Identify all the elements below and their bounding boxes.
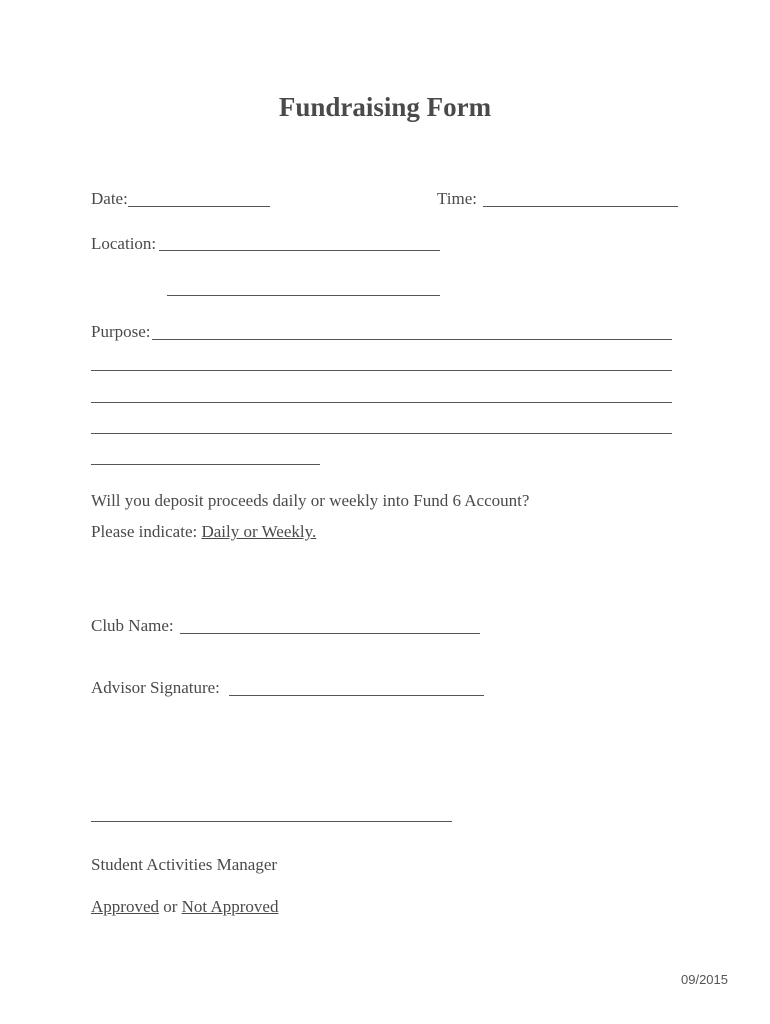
purpose-field-line-3[interactable] [91,402,672,403]
purpose-field[interactable] [152,339,672,340]
club-name-field[interactable] [180,633,480,634]
date-label: Date: [91,189,128,208]
time-label: Time: [437,189,478,208]
approval-line [91,897,278,917]
purpose-field-line-5[interactable] [91,464,320,465]
deposit-question: Will you deposit proceeds daily or weekly into Fund 6 Account? [91,491,530,510]
location-label: Location: [91,234,157,253]
approved-option[interactable]: Approved [91,897,159,916]
advisor-signature-field[interactable] [229,695,484,696]
purpose-field-line-4[interactable] [91,433,672,434]
indicate-options[interactable]: Daily or Weekly. [201,522,317,541]
not-approved-option[interactable]: Not Approved [181,897,279,916]
location-field[interactable] [159,250,440,251]
advisor-signature-label: Advisor Signature: [91,678,220,697]
purpose-field-line-2[interactable] [91,370,672,371]
revision-date: 09/2015 [681,972,728,987]
manager-label: Student Activities Manager [91,855,278,874]
time-field[interactable] [483,206,678,207]
club-name-label: Club Name: [91,616,174,635]
location-field-line-2[interactable] [167,295,440,296]
indicate-line [91,522,316,542]
approval-or: or [158,897,182,916]
purpose-label: Purpose: [91,322,151,341]
date-field[interactable] [128,206,270,207]
manager-signature-field[interactable] [91,821,452,822]
indicate-prefix: Please indicate: [91,522,202,541]
form-title: Fundraising Form [278,92,492,122]
